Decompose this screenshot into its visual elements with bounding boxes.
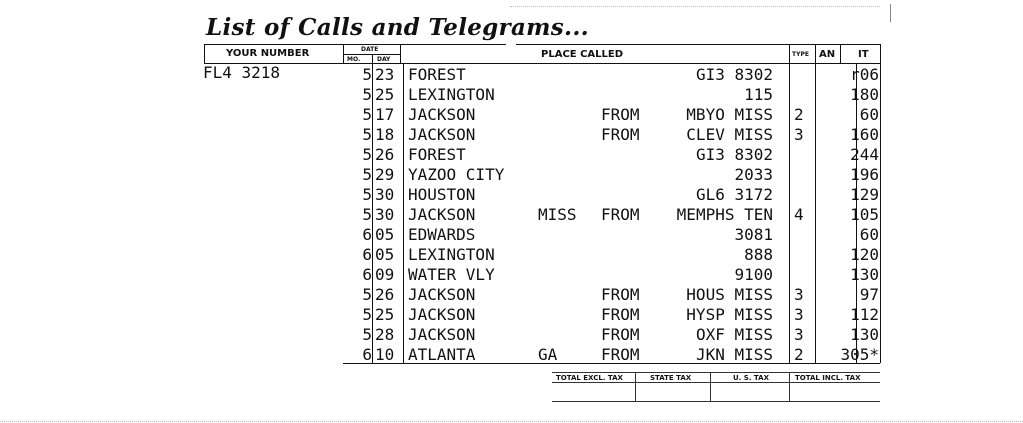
row-amount: 305*	[840, 345, 879, 364]
row-number: 9100	[734, 265, 773, 284]
row-amount: 244	[850, 145, 879, 164]
table-row	[0, 265, 1023, 285]
row-type: 3	[794, 285, 804, 304]
row-day: 23	[375, 65, 395, 84]
row-day: 30	[375, 185, 395, 204]
row-number: 888	[744, 245, 773, 264]
row-amount: 180	[850, 85, 879, 104]
row-place: HOUSTON	[408, 185, 476, 204]
row-amount: 129	[850, 185, 879, 204]
row-day: 29	[375, 165, 395, 184]
row-from: FROM	[601, 285, 640, 304]
row-month: 6	[362, 245, 372, 264]
table-row	[0, 305, 1023, 325]
table-row	[0, 285, 1023, 305]
top-rule	[510, 6, 880, 7]
row-month: 6	[362, 265, 372, 284]
footer-total-incl-tax: TOTAL INCL. TAX	[795, 374, 861, 382]
table-row	[0, 185, 1023, 205]
row-day: 26	[375, 145, 395, 164]
row-day: 25	[375, 305, 395, 324]
row-day: 09	[375, 265, 395, 284]
header-place-called: PLACE CALLED	[541, 49, 624, 60]
header-top-line-left	[204, 44, 506, 45]
header-date: DATE	[361, 46, 379, 53]
row-state: GA	[538, 345, 558, 364]
row-month: 5	[362, 325, 372, 344]
row-number: HYSP MISS	[686, 305, 773, 324]
row-day: 18	[375, 125, 395, 144]
row-type: 3	[794, 125, 804, 144]
row-day: 30	[375, 205, 395, 224]
row-place: JACKSON	[408, 105, 476, 124]
row-day: 26	[375, 285, 395, 304]
row-day: 10	[375, 345, 395, 364]
row-from: FROM	[601, 105, 640, 124]
row-type: 3	[794, 325, 804, 344]
row-number: JKN MISS	[695, 345, 773, 364]
footer-bottom-line	[552, 401, 880, 402]
footer-div-1	[635, 372, 636, 402]
footer-div-3	[789, 372, 790, 402]
row-place: LEXINGTON	[408, 245, 495, 264]
row-day: 28	[375, 325, 395, 344]
row-from: FROM	[601, 305, 640, 324]
row-place: JACKSON	[408, 125, 476, 144]
row-month: 5	[362, 145, 372, 164]
bottom-rule	[0, 421, 1023, 422]
header-divider-place	[789, 44, 790, 63]
row-type: 3	[794, 305, 804, 324]
row-amount: 196	[850, 165, 879, 184]
table-row	[0, 85, 1023, 105]
row-number: MBYO MISS	[686, 105, 773, 124]
row-month: 6	[362, 345, 372, 364]
row-month: 6	[362, 225, 372, 244]
footer-top-line	[552, 372, 880, 373]
row-place: JACKSON	[408, 325, 476, 344]
row-day: 05	[375, 225, 395, 244]
table-row	[0, 345, 1023, 365]
row-month: 5	[362, 65, 372, 84]
row-place: JACKSON	[408, 205, 476, 224]
row-place: FOREST	[408, 65, 466, 84]
row-place: EDWARDS	[408, 225, 476, 244]
header-right-edge	[880, 44, 881, 63]
row-number: MEMPHS TEN	[676, 205, 773, 224]
table-row	[0, 145, 1023, 165]
row-place: LEXINGTON	[408, 85, 495, 104]
header-your-number: YOUR NUMBER	[226, 48, 310, 59]
form-title: List of Calls and Telegrams...	[206, 14, 589, 41]
table-row	[0, 165, 1023, 185]
row-day: 17	[375, 105, 395, 124]
row-number: CLEV MISS	[686, 125, 773, 144]
header-top-line-right	[516, 44, 880, 45]
header-divider-an	[840, 44, 841, 63]
row-state: MISS	[538, 205, 577, 224]
header-divider-type	[815, 44, 816, 63]
footer-div-2	[710, 372, 711, 402]
table-row	[0, 245, 1023, 265]
header-left-edge	[204, 44, 205, 63]
row-place: JACKSON	[408, 305, 476, 324]
row-amount: 130	[850, 265, 879, 284]
row-amount: 130	[850, 325, 879, 344]
table-row	[0, 225, 1023, 245]
row-place: ATLANTA	[408, 345, 476, 364]
row-from: FROM	[601, 325, 640, 344]
row-month: 5	[362, 165, 372, 184]
row-amount: 97	[859, 285, 879, 304]
row-amount: 60	[859, 225, 879, 244]
header-an: AN	[819, 49, 836, 60]
header-divider-date	[400, 44, 401, 63]
row-amount: 120	[850, 245, 879, 264]
table-row	[0, 65, 1023, 85]
footer-us-tax: U. S. TAX	[733, 374, 769, 382]
table-row	[0, 105, 1023, 125]
row-month: 5	[362, 185, 372, 204]
row-number: OXF MISS	[695, 325, 773, 344]
row-type: 2	[794, 345, 804, 364]
table-row	[0, 125, 1023, 145]
row-month: 5	[362, 305, 372, 324]
row-number: GL6 3172	[695, 185, 773, 204]
your-number-value: FL4 3218	[203, 63, 281, 82]
row-day: 25	[375, 85, 395, 104]
top-right-tick	[890, 4, 891, 22]
row-type: 2	[794, 105, 804, 124]
header-bottom-line	[204, 63, 880, 64]
row-amount: 160	[850, 125, 879, 144]
row-place: WATER VLY	[408, 265, 495, 284]
row-amount: r06	[850, 65, 879, 84]
row-from: FROM	[601, 125, 640, 144]
row-month: 5	[362, 285, 372, 304]
header-day: DAY	[377, 56, 391, 63]
footer-header-line	[552, 382, 880, 383]
table-row	[0, 205, 1023, 225]
row-month: 5	[362, 125, 372, 144]
row-number: HOUS MISS	[686, 285, 773, 304]
row-amount: 105	[850, 205, 879, 224]
header-amount: IT	[858, 49, 869, 60]
mo-day-divider	[372, 54, 373, 63]
header-mo: MO.	[347, 56, 361, 63]
row-number: 2033	[734, 165, 773, 184]
row-amount: 112	[850, 305, 879, 324]
row-type: 4	[794, 205, 804, 224]
row-number: GI3 8302	[695, 65, 773, 84]
row-month: 5	[362, 85, 372, 104]
header-type: TYPE	[792, 51, 809, 58]
footer-state-tax: STATE TAX	[650, 374, 692, 382]
row-place: FOREST	[408, 145, 466, 164]
row-from: FROM	[601, 345, 640, 364]
row-number: GI3 8302	[695, 145, 773, 164]
row-month: 5	[362, 105, 372, 124]
footer-total-excl-tax: TOTAL EXCL. TAX	[556, 374, 623, 382]
row-number: 3081	[734, 225, 773, 244]
row-day: 05	[375, 245, 395, 264]
row-number: 115	[744, 85, 773, 104]
row-month: 5	[362, 205, 372, 224]
row-place: YAZOO CITY	[408, 165, 505, 184]
table-row	[0, 325, 1023, 345]
row-place: JACKSON	[408, 285, 476, 304]
row-amount: 60	[859, 105, 879, 124]
row-from: FROM	[601, 205, 640, 224]
